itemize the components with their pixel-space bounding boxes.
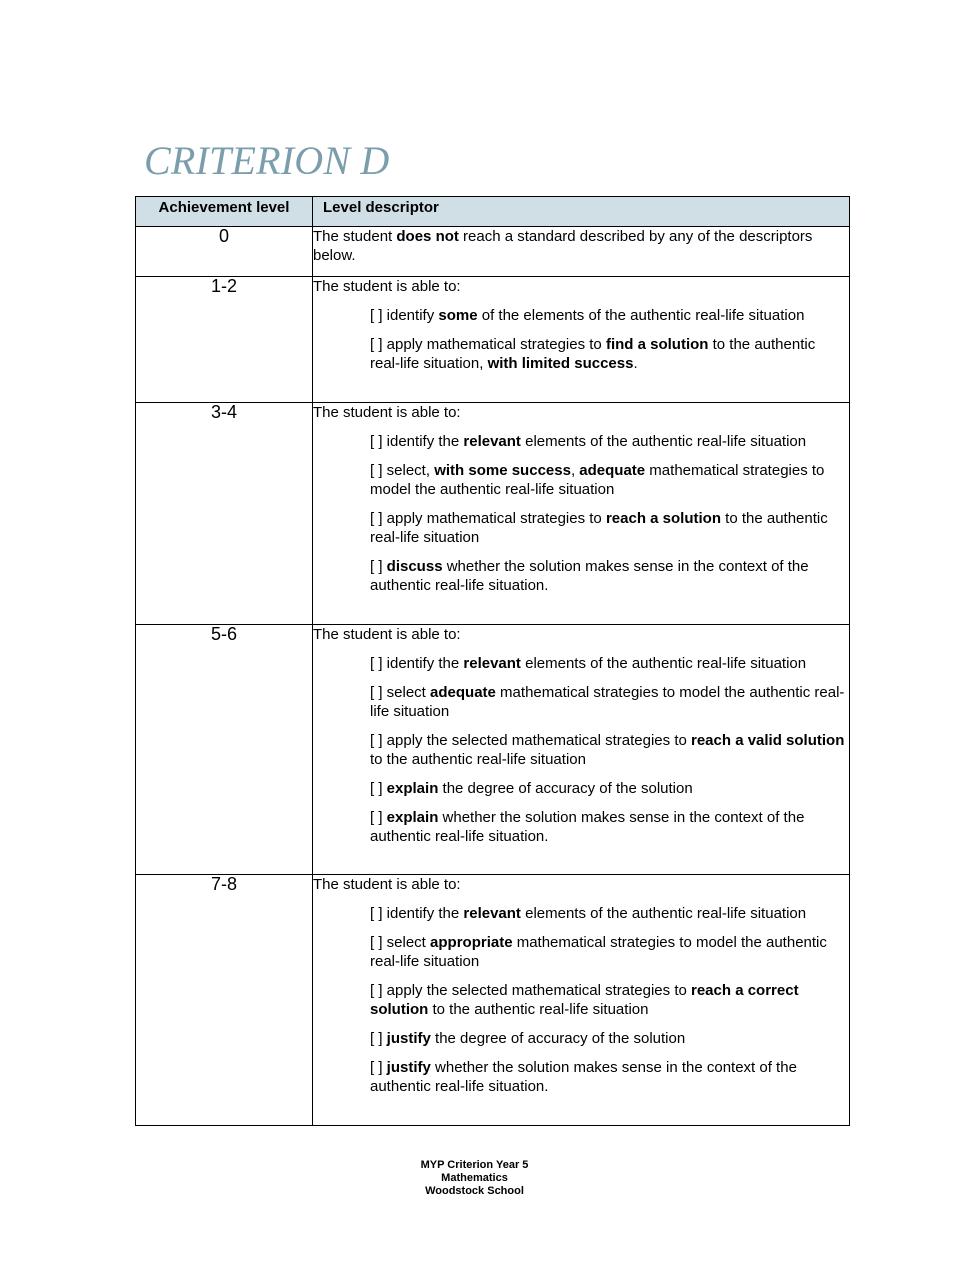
bold-text: explain [386, 809, 439, 826]
rubric-table [135, 196, 850, 1126]
descriptor-intro [313, 403, 849, 422]
text: The student is able to: [313, 278, 461, 295]
bold-text: reach a solution [605, 510, 721, 527]
bold-text: explain [386, 780, 439, 797]
descriptor-intro [313, 227, 849, 265]
level-descriptor-cell [313, 625, 850, 875]
text: the degree of accuracy of the solution [430, 1030, 686, 1047]
bold-text: discuss [386, 558, 443, 575]
text: mathematical strategies to model the authentic real-life situation [370, 934, 827, 970]
footer-school-line: Woodstock School [425, 1185, 524, 1197]
achievement-level-cell: 5-6 [136, 625, 313, 875]
achievement-level-cell: 7-8 [136, 875, 313, 1126]
text: elements of the authentic real-life situation [520, 905, 807, 922]
table-row [136, 227, 850, 277]
text: The student is able to: [313, 626, 461, 643]
table-row [136, 875, 850, 1126]
text: [ ] select [370, 934, 431, 951]
text: [ ] select, [370, 462, 435, 479]
descriptor-checklist-item [370, 779, 849, 798]
achievement-level-cell: 0 [136, 227, 313, 277]
footer-course-line: MYP Criterion Year 5 [420, 1159, 529, 1171]
descriptor-intro [313, 625, 849, 644]
text: The student [313, 228, 397, 245]
text: The student is able to: [313, 404, 461, 421]
achievement-level-cell: 1-2 [136, 277, 313, 403]
text: mathematical strategies to model the authentic real-life situation [370, 462, 825, 498]
text: [ ] identify the [370, 655, 464, 672]
level-descriptor-cell [313, 403, 850, 625]
descriptor-checklist-item [370, 933, 849, 971]
descriptor-checklist-item [370, 1029, 849, 1048]
bold-text: reach a correct solution [370, 982, 799, 1018]
descriptor-checklist-item [370, 1058, 849, 1096]
bold-text: some [438, 307, 478, 324]
bold-text: adequate [579, 462, 646, 479]
text: whether the solution makes sense in the context of the authentic real-life situation. [370, 558, 809, 594]
bold-text: adequate [430, 684, 496, 701]
rubric-body [136, 227, 850, 1126]
text: , [570, 462, 580, 479]
text: . [633, 355, 638, 372]
table-row [136, 403, 850, 625]
text: to the authentic real-life situation, [370, 336, 816, 372]
text: elements of the authentic real-life situation [520, 433, 807, 450]
descriptor-checklist-item [370, 808, 849, 846]
text: [ ] identify [370, 307, 439, 324]
text: [ ] [370, 1030, 387, 1047]
bold-text: appropriate [430, 934, 513, 951]
descriptor-checklist-item [370, 683, 849, 721]
level-descriptor-cell [313, 227, 850, 277]
level-descriptor-cell [313, 277, 850, 403]
text: [ ] [370, 780, 387, 797]
bold-text: justify [386, 1059, 431, 1076]
descriptor-checklist-item [370, 557, 849, 595]
text: [ ] [370, 558, 387, 575]
table-row [136, 277, 850, 403]
descriptor-checklist-item [370, 461, 849, 499]
table-row [136, 625, 850, 875]
bold-text: relevant [463, 905, 521, 922]
descriptor-checklist-item [370, 335, 849, 373]
bold-text: with some success [434, 462, 571, 479]
header-achievement-level: Achievement level [136, 197, 313, 227]
descriptor-checklist-item [370, 306, 849, 325]
descriptor-checklist-item [370, 981, 849, 1019]
text: whether the solution makes sense in the context of the authentic real-life situation. [370, 809, 805, 845]
text: elements of the authentic real-life situation [520, 655, 807, 672]
descriptor-intro [313, 875, 849, 894]
text: The student is able to: [313, 876, 461, 893]
descriptor-checklist-item [370, 731, 849, 769]
footer-subject-line: Mathematics [441, 1172, 508, 1184]
text: [ ] [370, 1059, 387, 1076]
text: [ ] apply mathematical strategies to [370, 336, 606, 353]
bold-text: find a solution [605, 336, 709, 353]
text: of the elements of the authentic real-life situation [477, 307, 805, 324]
text: the degree of accuracy of the solution [438, 780, 693, 797]
page-title: CRITERION D [144, 138, 390, 183]
text: [ ] identify the [370, 905, 464, 922]
text: to the authentic real-life situation [370, 510, 828, 546]
text: reach a standard described by any of the descriptors below. [313, 228, 813, 264]
bold-text: relevant [463, 433, 521, 450]
descriptor-checklist-item [370, 509, 849, 547]
text: [ ] select [370, 684, 431, 701]
bold-text: with limited success [487, 355, 634, 372]
bold-text: reach a valid solution [691, 732, 845, 749]
text: [ ] [370, 809, 387, 826]
text: to the authentic real-life situation [370, 751, 586, 768]
text: [ ] apply the selected mathematical strategies to [370, 732, 691, 749]
header-level-descriptor: Level descriptor [313, 197, 850, 227]
bold-text: does not [396, 228, 459, 245]
text: [ ] apply mathematical strategies to [370, 510, 606, 527]
descriptor-checklist-item [370, 654, 849, 673]
level-descriptor-cell [313, 875, 850, 1126]
text: to the authentic real-life situation [428, 1001, 649, 1018]
descriptor-checklist-item [370, 904, 849, 923]
bold-text: relevant [463, 655, 521, 672]
text: [ ] identify the [370, 433, 464, 450]
achievement-level-cell: 3-4 [136, 403, 313, 625]
text: whether the solution makes sense in the context of the authentic real-life situation. [370, 1059, 797, 1095]
bold-text: justify [386, 1030, 431, 1047]
text: mathematical strategies to model the authentic real- life situation [370, 684, 845, 720]
table-header-row [136, 197, 850, 227]
page-footer [0, 1159, 949, 1198]
descriptor-intro [313, 277, 849, 296]
descriptor-checklist-item [370, 432, 849, 451]
text: [ ] apply the selected mathematical strategies to [370, 982, 691, 999]
